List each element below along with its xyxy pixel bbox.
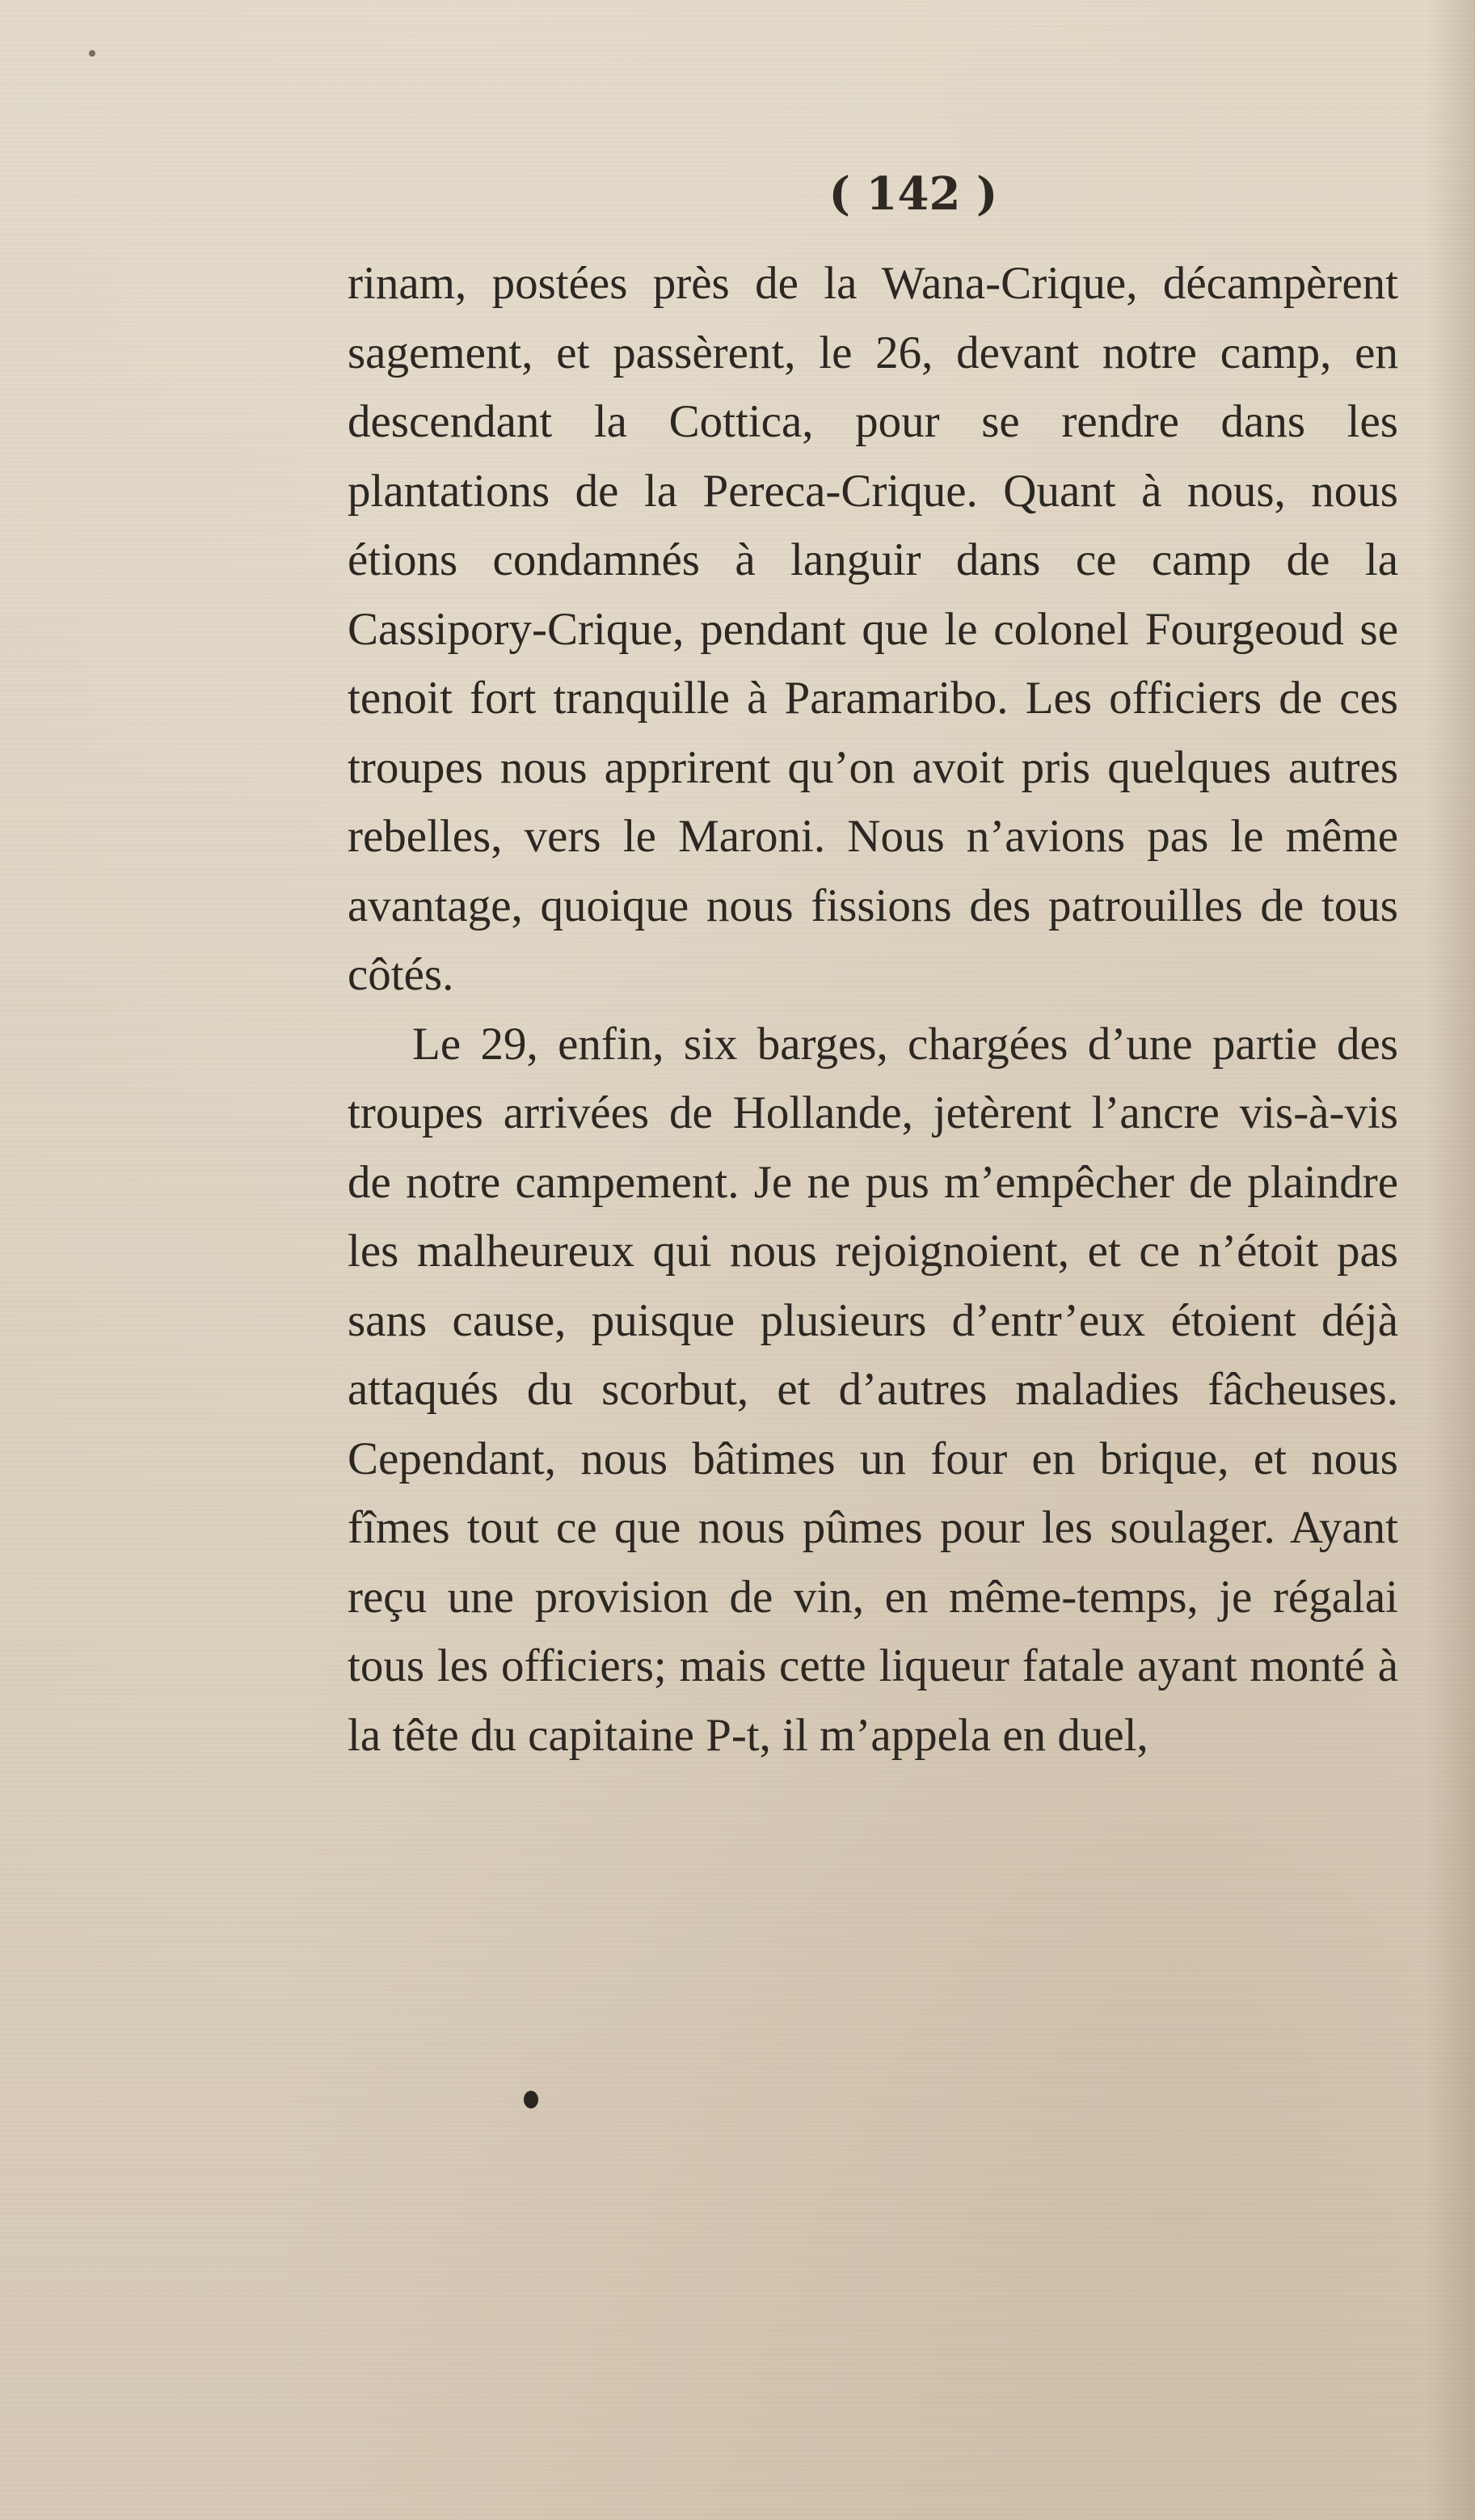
paragraph-2: Le 29, enfin, six barges, chargées d’une partie des troupes arrivées de Hollande, jetèrent l’ancre vis-à-vis de notre campement. Je ne pus m’empêcher de plaindre les malheureux qui nous rejoignoient, et ce n’étoit pas sans cause, puisque plusieurs d’entr’eux étoient déjà attaqués du scorbut, et d’autres maladies fâcheuses. Cependant, nous bâtimes un four en brique, et nous fîmes tout ce que nous pûmes pour les soulager. Ayant reçu une provision de vin, en même-temps, je régalai tous les officiers; mais cette liqueur fatale ayant monté à la tête du capitaine P-t, il m’appela en duel,	[348, 1018, 1398, 1761]
ink-spot	[524, 2091, 538, 2108]
paragraph-1: rinam, postées près de la Wana-Crique, décampèrent sagement, et passèrent, le 26, devant notre camp, en descendant la Cottica, pour se rendre dans les plantations de la Pereca-Crique. Quant à nous, nous étions condamnés à languir dans ce camp de la Cassipory-Crique, pendant que le colonel Fourgeoud se tenoit fort tranquille à Paramaribo. Les officiers de ces troupes nous apprirent qu’on avoit pris quelques autres rebelles, vers le Maroni. Nous n’avions pas le même avantage, quoique nous fissions des patrouilles de tous côtés.	[348, 258, 1398, 1000]
ink-spot	[89, 50, 95, 57]
body-text	[348, 249, 1398, 1770]
page-edge-shadow	[1427, 0, 1475, 2520]
page-number: ( 142 )	[828, 167, 998, 221]
